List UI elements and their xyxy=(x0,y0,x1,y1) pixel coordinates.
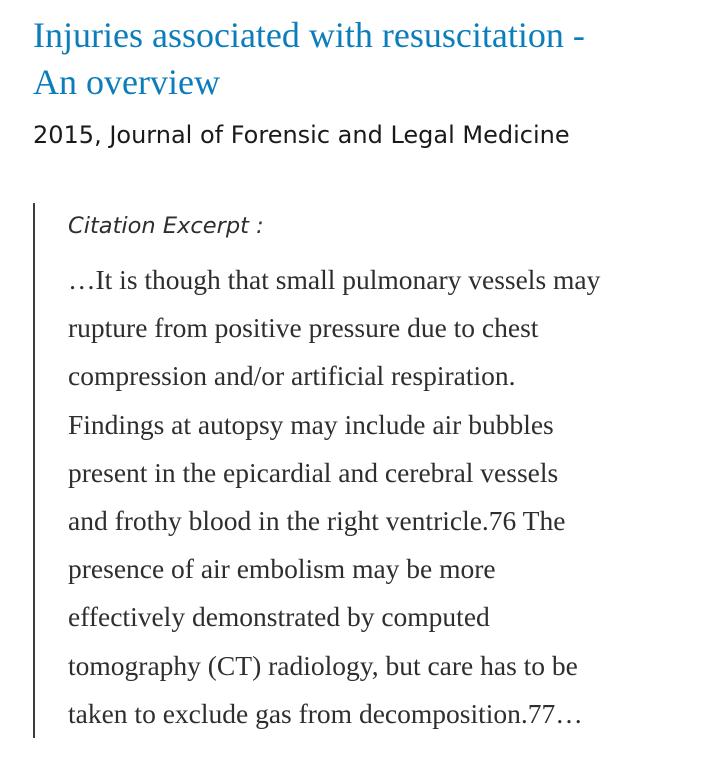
article-header xyxy=(33,12,693,150)
article-title-line-1[interactable]: Injuries associated with resuscitation - xyxy=(33,15,585,55)
excerpt-line: effectively demonstrated by computed xyxy=(68,601,490,633)
article-meta: 2015, Journal of Forensic and Legal Medicine xyxy=(33,121,570,149)
article-title-link[interactable] xyxy=(33,12,693,106)
excerpt-line: compression and/or artificial respiration. xyxy=(68,360,516,392)
article-title-line-2[interactable]: An overview xyxy=(33,62,220,102)
excerpt-line: Findings at autopsy may include air bubbles xyxy=(68,408,554,440)
excerpt-label: Citation Excerpt : xyxy=(68,213,264,239)
excerpt-line: present in the epicardial and cerebral vessels xyxy=(68,456,559,488)
excerpt-line: rupture from positive pressure due to chest xyxy=(68,312,539,344)
excerpt-line: …It is though that small pulmonary vessels may xyxy=(68,264,601,295)
excerpt-line: taken to exclude gas from decomposition.77… xyxy=(68,697,583,729)
excerpt-line: and frothy blood in the right ventricle.76 The xyxy=(68,505,566,537)
excerpt-line: presence of air embolism may be more xyxy=(68,553,496,585)
excerpt-text xyxy=(68,256,688,738)
excerpt-line: tomography (CT) radiology, but care has to be xyxy=(68,649,578,681)
citation-excerpt xyxy=(33,203,693,738)
